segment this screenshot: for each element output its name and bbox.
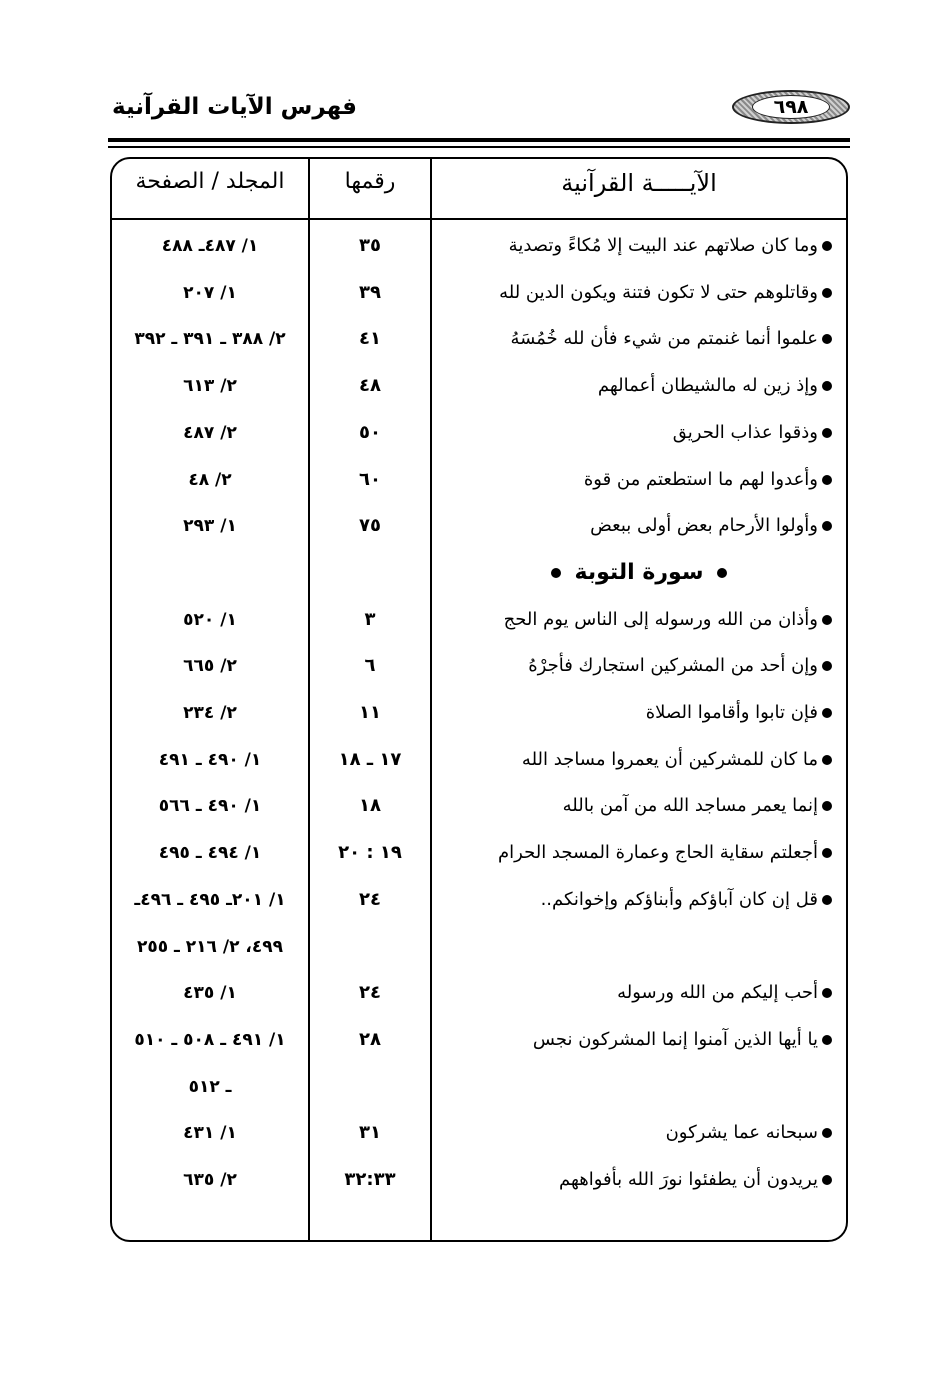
table-row — [112, 597, 846, 643]
volume-page-ref: ١/ ٤٩٠ ـ ٥٦٦ — [158, 796, 262, 817]
column-header-number: رقمها — [344, 169, 396, 194]
table-row — [112, 924, 846, 970]
ayah-text: إنما يعمر مساجد الله من آمن بالله — [562, 795, 818, 817]
table-row — [112, 270, 846, 316]
ayah-number: ٢٨ — [359, 1028, 381, 1050]
table-row — [112, 457, 846, 503]
ayah-text: وأذان من الله ورسوله إلى الناس يوم الحج — [503, 608, 818, 630]
table-row — [112, 877, 846, 923]
bullet-icon — [822, 895, 832, 905]
ayah-text: وقاتلوهم حتى لا تكون فتنة ويكون الدين لله — [499, 281, 818, 303]
bullet-icon — [822, 708, 832, 718]
ayah-number — [310, 924, 430, 970]
index-table — [110, 157, 848, 1242]
table-row — [112, 737, 846, 783]
ayah-number: ٣٥ — [359, 235, 381, 256]
ayah-number: ٣٩ — [359, 281, 381, 303]
ayah-number: ٢٤ — [359, 982, 381, 1004]
bullet-icon — [822, 241, 832, 251]
table-row — [112, 690, 846, 736]
ayah-text: ما كان للمشركين أن يعمروا مساجد الله — [521, 748, 818, 770]
volume-page-ref: ٢/ ٦٦٥ — [183, 656, 237, 677]
volume-page-ref: ١/ ٤٩١ ـ ٥٠٨ ـ ٥١٠ — [134, 1029, 286, 1050]
ayah-text: سبحانه عما يشركون — [665, 1122, 818, 1144]
volume-page-ref: ١/ ٤٨٧ـ ٤٨٨ — [161, 236, 259, 256]
bullet-icon — [717, 568, 727, 578]
volume-page-ref: ١/ ٤٣٥ — [183, 983, 237, 1004]
bullet-icon — [822, 1175, 832, 1185]
table-row — [112, 1064, 846, 1110]
ayah-text: وإذ زين له مالشيطان أعمالهم — [597, 375, 818, 397]
ayah-number: ٦ — [364, 655, 376, 677]
ayah-number: ٦٠ — [359, 468, 381, 490]
column-header-volume-page: المجلد / الصفحة — [135, 169, 285, 194]
volume-page-ref: ٢/ ٤٨ — [188, 469, 232, 490]
ayah-text: قل إن كان آباؤكم وأبناؤكم وإخوانكم.. — [540, 888, 818, 910]
page-number-badge — [732, 90, 850, 124]
volume-page-ref: ١/ ٢٠١ـ ٤٩٥ ـ ٤٩٦ـ — [134, 889, 286, 910]
bullet-icon — [822, 288, 832, 298]
ayah-number: ٤١ — [359, 328, 381, 350]
volume-page-ref: ١/ ٤٩٤ ـ ٤٩٥ — [158, 843, 262, 864]
page-number: ٦٩٨ — [752, 95, 830, 119]
header-rule-thick — [108, 138, 850, 142]
surah-heading-text: سورة التوبة — [574, 559, 704, 585]
volume-page-ref: ١/ ٤٩٠ ـ ٤٩١ — [158, 749, 262, 770]
header-rule-thin — [108, 146, 850, 148]
surah-heading — [434, 550, 844, 596]
ayah-text: أجعلتم سقاية الحاج وعمارة المسجد الحرام — [498, 842, 818, 864]
volume-page-ref: ٢/ ٢٣٤ — [183, 703, 237, 723]
ayah-text: أحب إليكم من الله ورسوله — [617, 982, 818, 1004]
volume-page-ref: ٢/ ٦٣٥ — [183, 1170, 237, 1190]
table-row — [112, 783, 846, 829]
bullet-icon — [822, 475, 832, 485]
column-header-ayah: الآيـــــة القرآنية — [561, 169, 717, 197]
table-row — [112, 363, 846, 409]
ayah-number: ٧٥ — [359, 515, 381, 537]
header-divider — [112, 218, 846, 220]
ayah-number: ١٧ ـ ١٨ — [338, 748, 402, 770]
table-row — [112, 970, 846, 1016]
volume-page-ref: ٤٩٩، ٢/ ٢١٦ ـ ٢٥٥ — [137, 936, 283, 957]
bullet-icon — [822, 615, 832, 625]
table-row — [112, 316, 846, 362]
bullet-icon — [822, 1035, 832, 1045]
ayah-number: ٢٤ — [359, 888, 381, 910]
volume-page-ref: ١/ ٢٩٣ — [183, 516, 237, 537]
table-row — [112, 1110, 846, 1156]
volume-page-ref: ١/ ٤٣١ — [183, 1123, 237, 1144]
ayah-text: وذقوا عذاب الحريق — [672, 421, 818, 443]
bullet-icon — [822, 755, 832, 765]
table-row — [112, 503, 846, 549]
ayah-text — [432, 924, 844, 970]
ayah-number: ٣ — [364, 608, 376, 630]
ayah-text: فإن تابوا وأقاموا الصلاة — [645, 702, 818, 723]
ayah-number: ٤٨ — [359, 375, 381, 397]
ayah-number: ٥٠ — [359, 421, 381, 443]
bullet-icon — [551, 568, 561, 578]
table-row — [112, 830, 846, 876]
volume-page-ref: ٢/ ٣٨٨ ـ ٣٩١ ـ ٣٩٢ — [134, 329, 286, 350]
ayah-text: علموا أنما غنمتم من شيء فأن لله خُمُسَهُ — [510, 328, 818, 350]
volume-page-ref: ١/ ٢٠٧ — [183, 282, 237, 303]
volume-page-ref: ٢/ ٤٨٧ — [183, 422, 237, 443]
table-row — [112, 1017, 846, 1063]
ayah-text: وأولوا الأرحام بعض أولى ببعض — [590, 515, 818, 537]
ayah-number — [310, 1064, 430, 1110]
ayah-text: وأعدوا لهم ما استطعتم من قوة — [583, 468, 818, 490]
ayah-number: ١١ — [359, 702, 381, 723]
ayah-number: ٣١ — [359, 1122, 381, 1144]
table-row — [112, 410, 846, 456]
ayah-number: ٣٢:٣٣ — [344, 1169, 396, 1190]
table-row — [112, 223, 846, 269]
ayah-text — [432, 1064, 844, 1110]
volume-page-ref: ١/ ٥٢٠ — [183, 609, 237, 630]
table-row — [112, 643, 846, 689]
ayah-number: ١٨ — [359, 795, 381, 817]
volume-page-ref: ٢/ ٦١٣ — [183, 376, 237, 397]
page-header — [108, 88, 850, 138]
ayah-number: ١٩ : ٢٠ — [338, 842, 402, 864]
ayah-text: وإن أحد من المشركين استجارك فأجرْهُ — [528, 655, 818, 677]
ayah-text: يا أيها الذين آمنوا إنما المشركون نجس — [532, 1028, 818, 1050]
bullet-icon — [822, 428, 832, 438]
table-row — [112, 1157, 846, 1203]
ayah-text: وما كان صلاتهم عند البيت إلا مُكاءً وتصدية — [508, 235, 818, 256]
page-title: فهرس الآيات القرآنية — [112, 94, 357, 120]
ayah-text: يريدون أن يطفئوا نورَ الله بأفواههم — [558, 1169, 818, 1190]
volume-page-ref: ـ ٥١٢ — [188, 1076, 232, 1097]
